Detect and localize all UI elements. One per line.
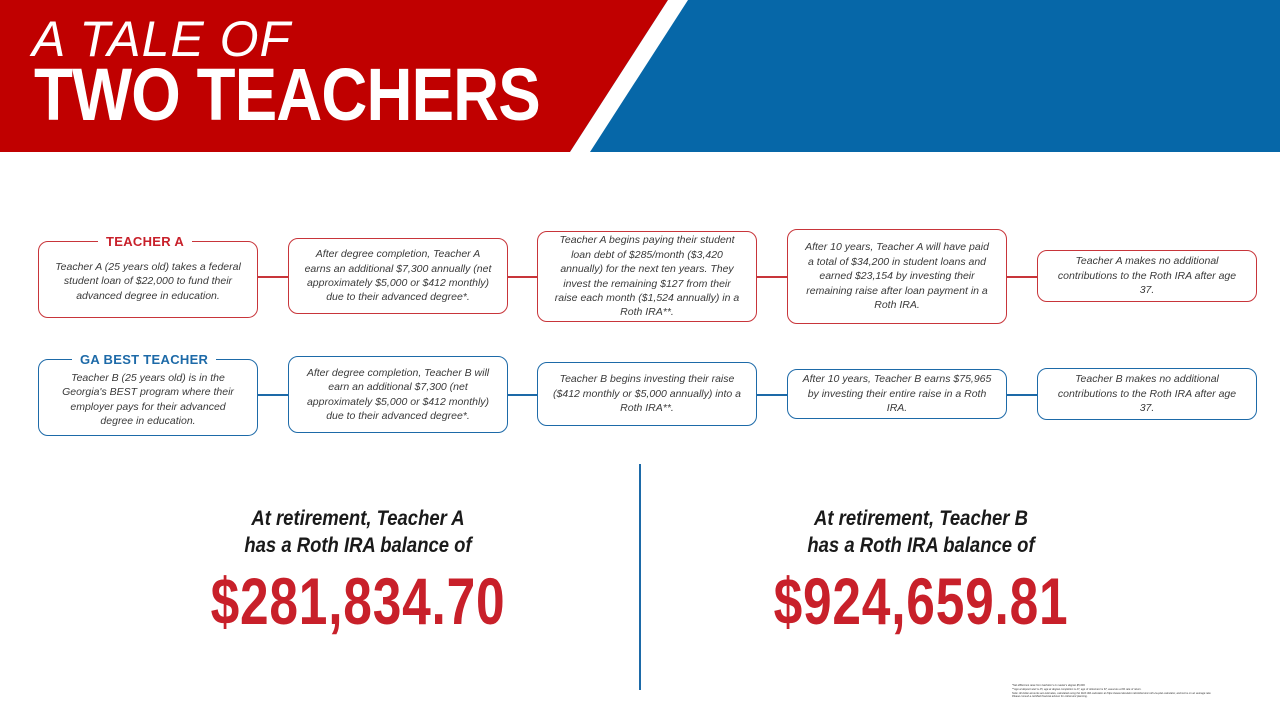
result-line-2: has a Roth IRA balance of bbox=[807, 534, 1035, 558]
footnote: **Age at deposit start is 25, age at degree completion is 27, age of retirement is 67, assumes a 6% rate of return. bbox=[1012, 687, 1142, 691]
step-text: Teacher B begins investing their raise ($412 monthly or $5,000 annually) into a Roth IRA**. bbox=[553, 373, 741, 415]
step-text: Teacher A makes no additional contributions to the Roth IRA after age 37. bbox=[1057, 255, 1237, 297]
step-text: Teacher A begins paying their student loan debt of $285/month ($3,420 annually) for the next ten years. They invest the remaining $127 from their raise each month ($1,524 annually) in a Roth IRA**. bbox=[554, 234, 740, 319]
connector bbox=[256, 276, 290, 278]
teacher-a-step-4 bbox=[787, 229, 1007, 324]
teacher-b-balance: $924,659.81 bbox=[773, 563, 1069, 638]
teacher-a-label: TEACHER A bbox=[98, 234, 192, 249]
footnote: Please consult a certified financial advisor for retirement planning. bbox=[1012, 695, 1088, 699]
footnote: *Net difference raise from bachelor's to master's degree $5,000. bbox=[1012, 684, 1086, 687]
footnote: Note: All dollar amounts are estimates, calculated using the Roth IRA calculator at https://www.calculator.net/retirement-roth-ira-plan-calculator, and terms on an average rate. bbox=[1012, 691, 1212, 695]
connector bbox=[1005, 276, 1039, 278]
connector bbox=[756, 276, 788, 278]
step-text: After degree completion, Teacher A earns an additional $7,300 annually (net approximately $5,000 or $412 monthly) due to their advanced degree*. bbox=[304, 248, 492, 304]
teacher-a-result bbox=[98, 505, 618, 638]
teacher-a-step-3 bbox=[537, 231, 757, 322]
step-text: After degree completion, Teacher B will earn an additional $7,300 (net approximately $5,000 or $412 monthly) due to their advanced degree*. bbox=[306, 366, 490, 422]
result-line-1: At retirement, Teacher A bbox=[251, 507, 465, 530]
teacher-a-step-5 bbox=[1037, 250, 1257, 302]
teacher-b-step-5 bbox=[1037, 368, 1257, 420]
divider bbox=[639, 464, 641, 690]
teacher-b-result bbox=[661, 505, 1181, 638]
title-small: A TALE OF bbox=[32, 11, 292, 67]
teacher-b-step-3 bbox=[537, 362, 757, 426]
connector bbox=[256, 394, 290, 396]
teacher-a-step-1 bbox=[38, 241, 258, 318]
connector bbox=[756, 394, 788, 396]
footnotes bbox=[1012, 684, 1274, 699]
teacher-b-step-1 bbox=[38, 359, 258, 436]
teacher-a-balance: $281,834.70 bbox=[210, 563, 506, 638]
step-text: After 10 years, Teacher A will have paid a total of $34,200 in student loans and earned $23,154 by investing their remaining raise after loan payment in a Roth IRA. bbox=[805, 241, 989, 312]
connector bbox=[506, 276, 538, 278]
result-line-2: has a Roth IRA balance of bbox=[244, 534, 472, 558]
result-line-1: At retirement, Teacher B bbox=[814, 507, 1028, 530]
teacher-b-step-2 bbox=[288, 356, 508, 433]
step-text: Teacher B (25 years old) is in the Georgia's BEST program where their employer pays for their advanced degree in education. bbox=[62, 371, 234, 427]
connector bbox=[506, 394, 538, 396]
connector bbox=[1005, 394, 1039, 396]
step-text: Teacher B makes no additional contributions to the Roth IRA after age 37. bbox=[1057, 373, 1237, 415]
page-title: TWO TEACHERS bbox=[34, 53, 540, 136]
teacher-a-step-2 bbox=[288, 238, 508, 314]
step-text: Teacher A (25 years old) takes a federal student loan of $22,000 to fund their advanced degree in education. bbox=[55, 260, 241, 302]
teacher-b-label: GA BEST TEACHER bbox=[72, 352, 216, 367]
teacher-b-step-4 bbox=[787, 369, 1007, 419]
step-text: After 10 years, Teacher B earns $75,965 by investing their entire raise in a Roth IRA. bbox=[802, 373, 992, 415]
